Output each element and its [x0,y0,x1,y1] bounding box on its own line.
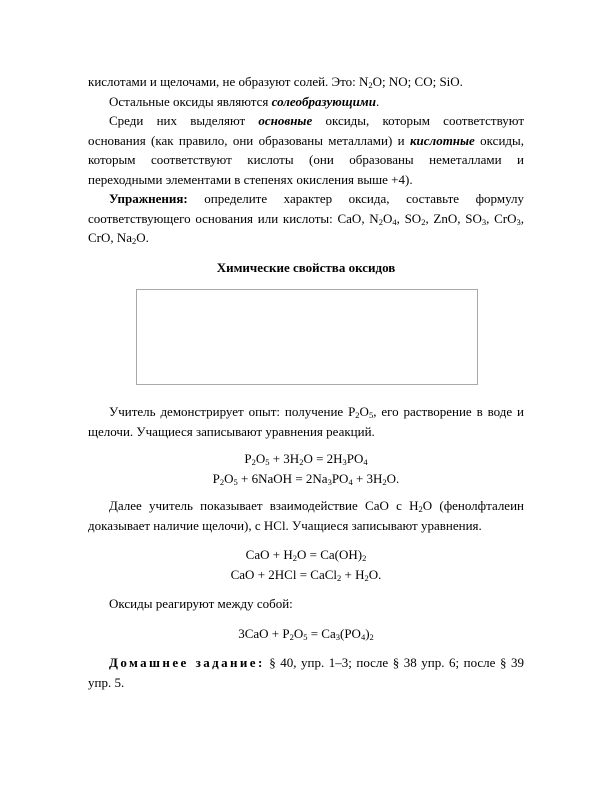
text: оксиды, которым соответствуют основания (как правило, они образованы металлами) и [88,113,525,148]
text: O. [368,566,382,582]
text: O [224,470,234,486]
subscript: 2 [421,216,426,227]
text: кислотами и щелочами, не образуют солей. Это: [88,74,359,89]
equation-2 [88,469,524,489]
paragraph-nonsalt-oxides [88,72,524,92]
subscript: 2 [289,631,294,642]
subscript: 2 [219,476,225,487]
text: определите характер оксида, составьте формулу соответствующего основания или кислоты: CaO, N [88,191,524,226]
text: O [293,625,304,641]
exercise-label: Упражнения: [109,191,188,206]
subscript: 2 [378,216,383,227]
subscript: 2 [299,457,304,467]
text: PO [346,451,364,466]
subscript: 5 [368,410,374,420]
subscript: 5 [233,476,238,487]
subscript: 4 [360,631,366,642]
text: , SO [396,210,422,226]
text: + 3H [352,470,383,486]
paragraph-salt-forming [88,92,524,112]
text: , CrO [486,210,517,226]
text: CaO + 2HCl = CaCl [230,566,337,582]
text: Учитель демонстрирует опыт: получение P [109,404,356,419]
text: Среди них выделяют [109,113,259,128]
homework-label: Домашнее задание: [109,655,265,670]
subscript: 5 [303,631,308,642]
text: O; NO; CO; SiO. [372,74,463,89]
paragraph-teacher-cao [88,496,524,535]
subscript: 3 [481,216,487,227]
text: O (фенолфталеин доказывает наличие щелочи), с HCl. Учащиеся записывают уравнения. [88,498,524,533]
paragraph-homework [88,653,524,692]
subscript: 4 [392,216,397,227]
subscript: 2 [362,553,367,563]
text: O. [136,230,149,245]
text: Далее учитель показывает взаимодействие CaO с H [109,498,419,513]
text: Остальные оксиды являются [109,93,272,109]
text: O [359,404,369,419]
text: O = 2H [303,451,343,466]
text: O [255,451,266,466]
equation-5 [88,624,524,644]
text: P [212,470,220,486]
subscript: 3 [516,216,521,227]
text: + 6NaOH = 2Na [237,470,328,486]
subscript: 2 [337,572,342,583]
text: P [244,451,252,466]
subscript: 3 [335,631,340,642]
text: . [375,93,380,109]
text: O. [386,470,400,486]
text: + 3H [269,451,300,466]
subscript: 2 [292,553,297,563]
text: (PO [340,625,361,641]
subscript: 2 [355,410,360,420]
text: O = Ca(OH) [296,547,363,562]
term-salt-forming: солеобразующими [271,93,376,109]
paragraph-exercise [88,189,524,248]
paragraph-oxides-react: Оксиды реагируют между собой: [109,596,293,611]
subscript: 3 [342,457,347,467]
text: PO [331,470,349,486]
text: , CrO, Na [88,210,524,245]
subscript: 4 [363,457,368,467]
text: O [382,210,393,226]
subscript: 2 [368,80,373,90]
paragraph-teacher-demo [88,402,524,441]
subscript: 2 [251,457,256,467]
term-basic: основные [258,113,313,128]
text: ) [365,625,370,641]
term-acidic: кислотные [409,132,475,148]
subscript: 3 [327,476,332,487]
text: = Ca [307,625,336,641]
equation-3 [88,545,524,565]
text: оксиды, которым соответствуют кислоты (они образованы неметаллами и переходными элементами в степенях окисления выше +4). [88,132,524,187]
subscript: 2 [369,631,374,642]
formula: N [359,74,369,89]
text: , его растворение в воде и щелочи. Учащиеся записывают уравнения реакций. [88,404,524,439]
subscript: 2 [132,236,137,246]
text: , ZnO, SO [425,210,482,226]
subscript: 4 [348,476,353,487]
equation-1 [88,449,524,469]
text: + H [341,566,365,582]
empty-frame [136,289,478,385]
section-heading: Химические свойства оксидов [216,259,396,275]
paragraph-basic-acidic [88,111,524,189]
equation-4 [88,565,524,585]
text: CaO + H [245,547,293,562]
subscript: 5 [265,457,270,467]
subscript: 2 [418,504,423,514]
text: § 40, упр. 1–3; после § 38 упр. 6; после § 39 упр. 5. [88,655,524,690]
subscript: 2 [382,476,387,487]
document-page [88,72,524,692]
subscript: 2 [364,572,369,583]
text: 3CaO + P [238,625,290,641]
